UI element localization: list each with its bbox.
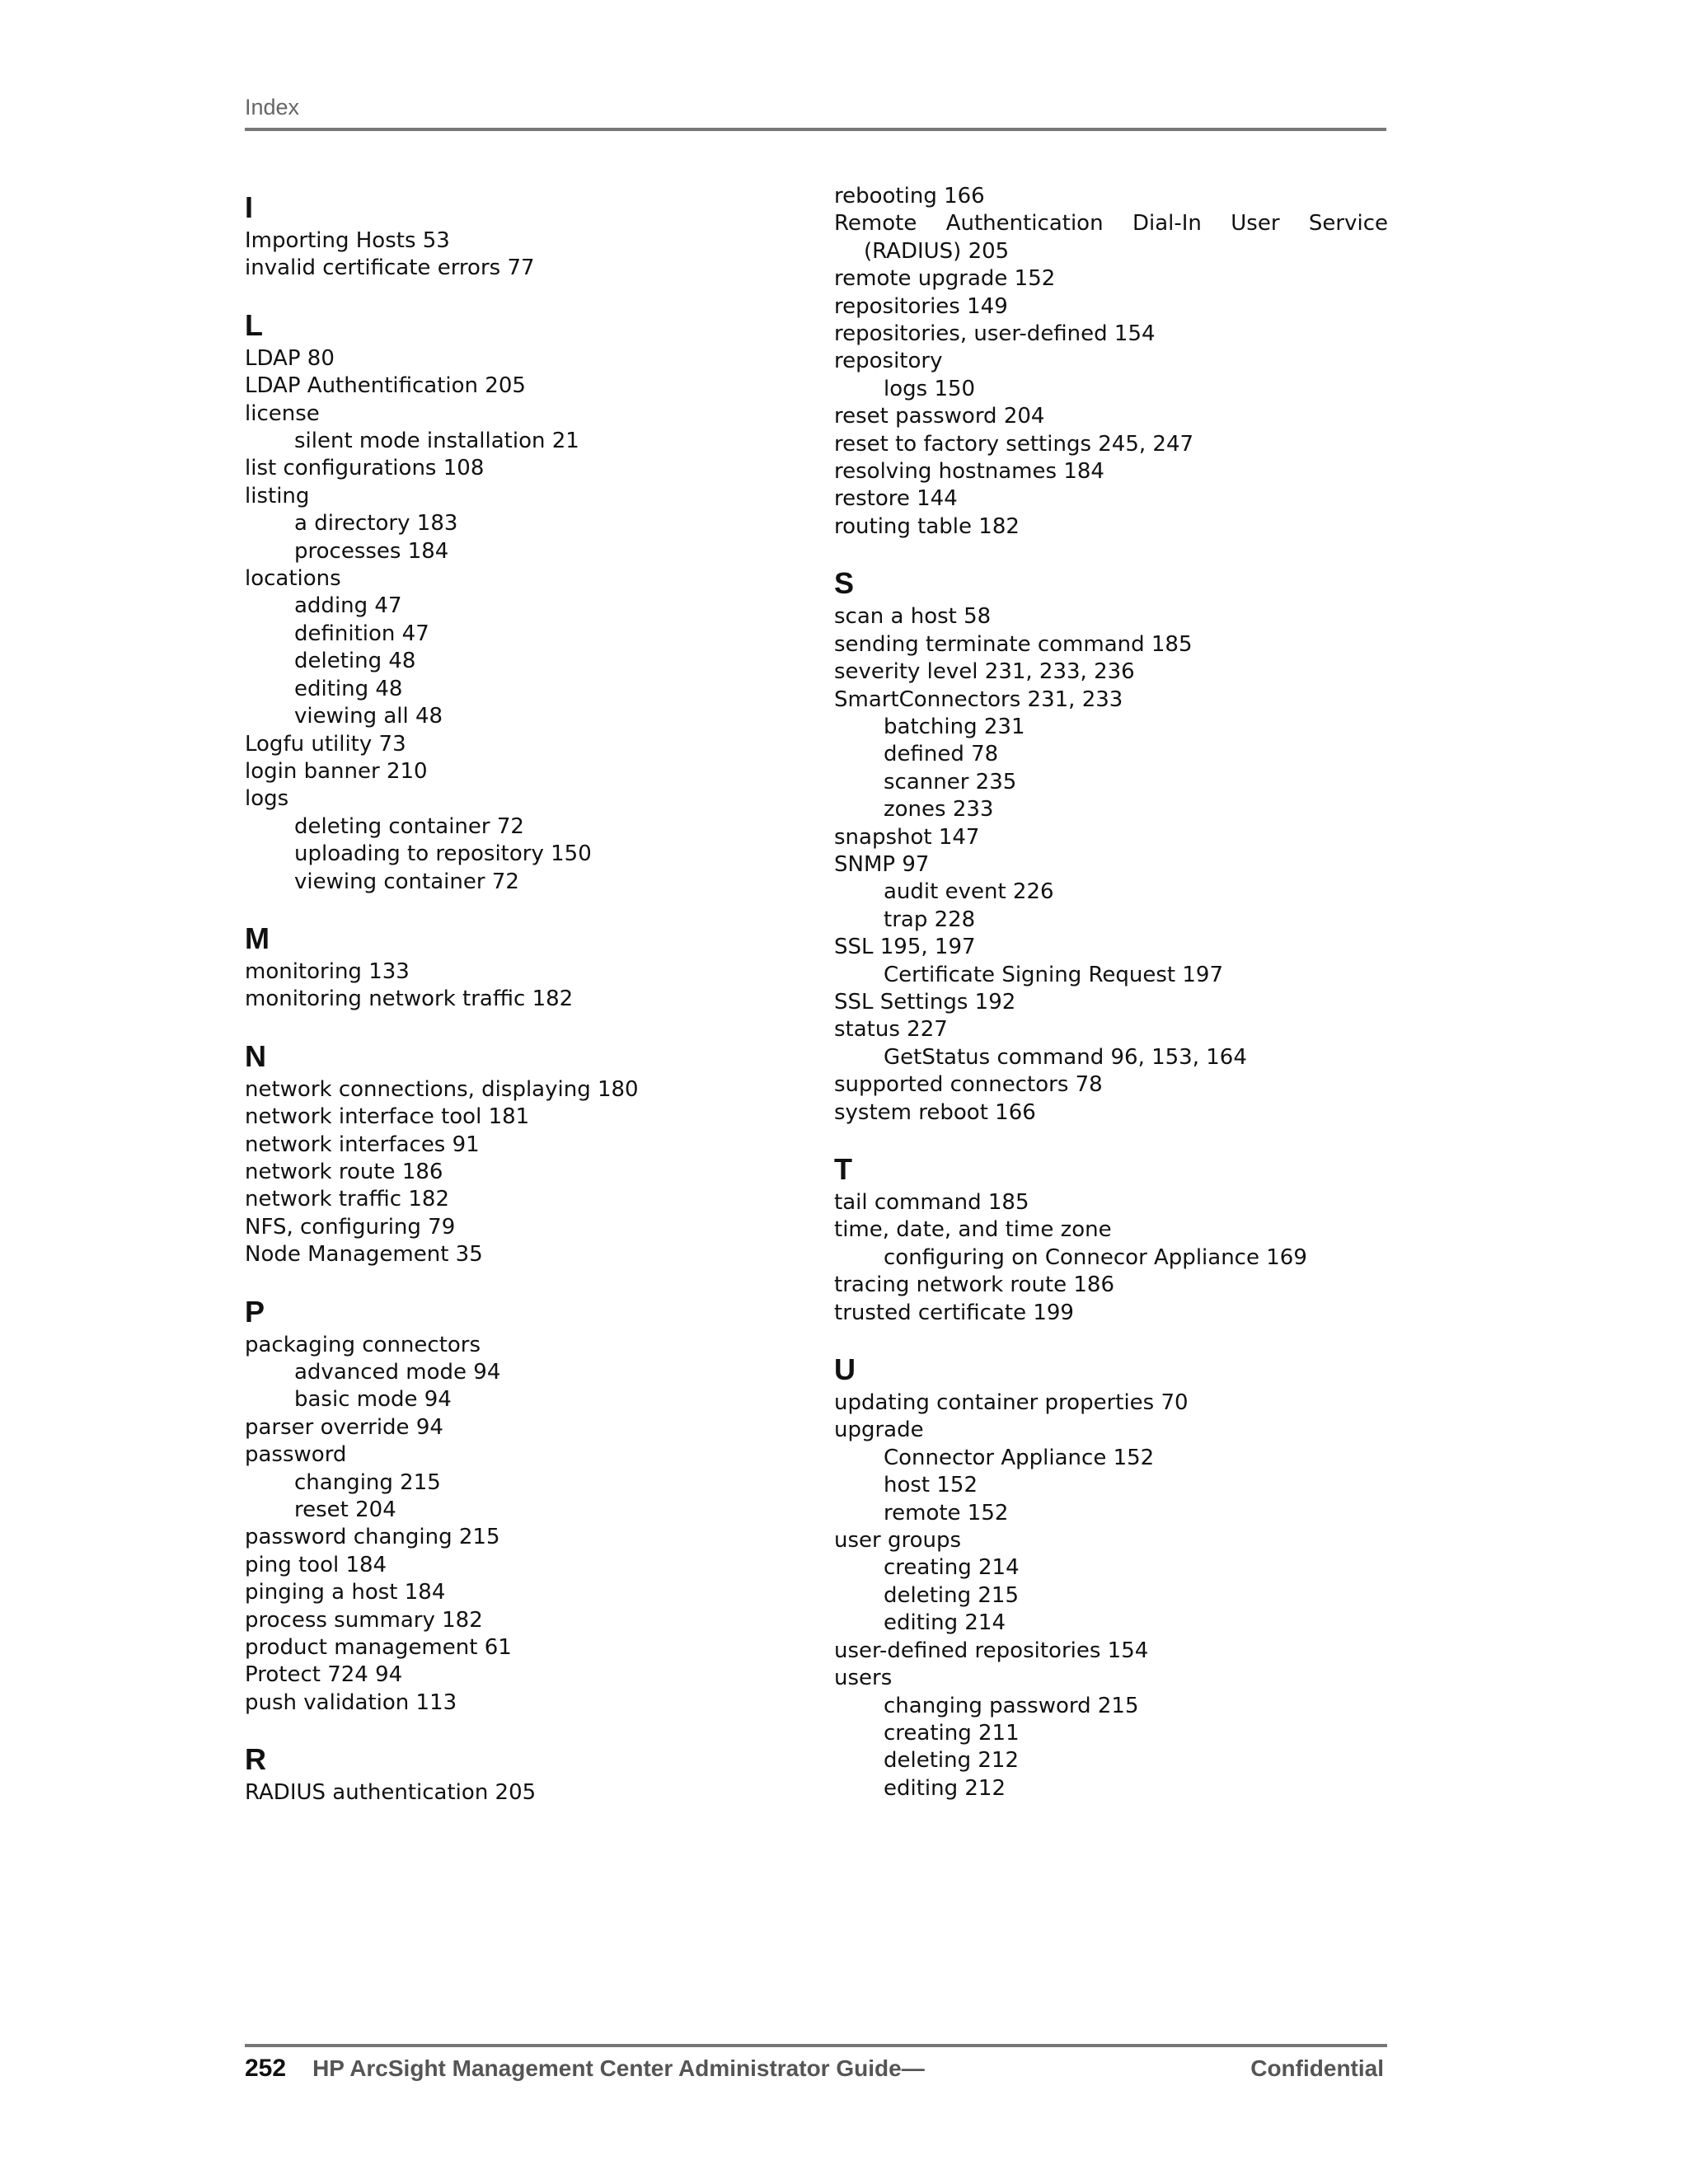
index-section	[245, 307, 805, 896]
index-entry: repositories 149	[834, 293, 1008, 319]
index-subentry: a directory 183	[294, 511, 458, 537]
page-header	[245, 91, 1386, 131]
index-entry: users	[834, 1666, 893, 1691]
index-entry: RADIUS authentication 205	[245, 1780, 537, 1806]
index-letter-heading: M	[245, 921, 270, 955]
index-section	[834, 1352, 1388, 1802]
index-column-right	[834, 183, 1388, 1827]
index-entry: license	[245, 401, 320, 426]
index-subentry: definition 47	[294, 621, 429, 646]
index-entry: repository	[834, 349, 943, 374]
index-entry: Remote Authentication Dial-In User Service (RADIUS) 205	[834, 211, 1388, 264]
index-entry: LDAP Authentification 205	[245, 373, 526, 399]
index-entry: monitoring network traffic 182	[245, 987, 574, 1012]
index-subentry: scanner 235	[884, 769, 1017, 794]
footer-rule	[245, 2044, 1387, 2047]
index-subentry: remote 152	[884, 1500, 1009, 1526]
index-subentry: host 152	[884, 1473, 978, 1498]
index-subentry: processes 184	[294, 538, 449, 564]
index-entry: ping tool 184	[245, 1552, 387, 1577]
index-entry: invalid certificate errors 77	[245, 255, 535, 281]
index-entry: parser override 94	[245, 1414, 443, 1440]
index-entry: remote upgrade 152	[834, 266, 1056, 292]
index-entry: login banner 210	[245, 758, 428, 784]
index-subentry: adding 47	[294, 593, 402, 619]
index-entry: time, date, and time zone	[834, 1217, 1112, 1243]
index-entry: Importing Hosts 53	[245, 228, 450, 253]
index-entry: Protect 724 94	[245, 1662, 403, 1688]
index-subentry: viewing container 72	[294, 869, 519, 894]
index-entry: Node Management 35	[245, 1242, 483, 1268]
index-entry: SSL Settings 192	[834, 989, 1016, 1015]
index-subentry: changing password 215	[884, 1693, 1139, 1718]
index-section	[245, 921, 805, 1014]
page-number: 252	[245, 2055, 287, 2082]
index-entry: repositories, user-defined 154	[834, 321, 1156, 347]
index-entry: password changing 215	[245, 1525, 500, 1550]
page-footer	[245, 2044, 1387, 2087]
index-entry: logs	[245, 786, 289, 812]
index-entry: SSL 195, 197	[834, 935, 976, 960]
index-subentry: creating 214	[884, 1555, 1020, 1581]
index-letter-heading: U	[834, 1352, 856, 1387]
index-letter-heading: I	[245, 190, 254, 224]
index-section	[834, 183, 1388, 541]
index-entry: resolving hostnames 184	[834, 459, 1104, 485]
index-entry: reset password 204	[834, 404, 1045, 429]
index-subentry: deleting 215	[884, 1582, 1020, 1608]
index-entry: SNMP 97	[834, 851, 930, 877]
index-subentry: editing 212	[884, 1775, 1006, 1801]
index-letter-heading: N	[245, 1038, 266, 1073]
index-subentry: logs 150	[884, 376, 976, 401]
index-entry: tail command 185	[834, 1190, 1029, 1215]
index-letter-heading: R	[245, 1742, 266, 1777]
index-entry: upgrade	[834, 1418, 924, 1443]
index-section	[834, 565, 1388, 1127]
index-entry: system reboot 166	[834, 1099, 1036, 1125]
index-entry: product management 61	[245, 1635, 512, 1661]
index-entry: monitoring 133	[245, 958, 410, 984]
index-letter-heading: S	[834, 566, 855, 601]
index-entry: Logfu utility 73	[245, 731, 406, 757]
index-entry: SmartConnectors 231, 233	[834, 687, 1123, 712]
index-entry: network route 186	[245, 1159, 443, 1184]
index-entry: push validation 113	[245, 1690, 457, 1715]
index-entry: tracing network route 186	[834, 1272, 1115, 1298]
index-column-left	[245, 183, 805, 1832]
index-section	[834, 1151, 1388, 1327]
index-entry: network connections, displaying 180	[245, 1076, 639, 1102]
index-subentry: deleting 212	[884, 1748, 1020, 1774]
index-entry: snapshot 147	[834, 824, 980, 850]
index-entry: list configurations 108	[245, 456, 485, 481]
index-subentry: creating 211	[884, 1720, 1020, 1746]
index-entry: reset to factory settings 245, 247	[834, 431, 1194, 457]
index-subentry: deleting 48	[294, 649, 416, 674]
running-header-title: Index	[245, 95, 300, 120]
index-subentry: editing 214	[884, 1610, 1006, 1636]
index-entry: process summary 182	[245, 1607, 483, 1633]
index-letter-heading: L	[245, 307, 263, 342]
index-entry: listing	[245, 483, 310, 509]
index-subentry: silent mode installation 21	[294, 429, 579, 454]
index-entry: user groups	[834, 1528, 962, 1554]
footer-row	[245, 2050, 1387, 2087]
index-subentry: reset 204	[294, 1497, 396, 1523]
index-entry: trusted certificate 199	[834, 1300, 1074, 1325]
index-letter-heading: P	[245, 1294, 265, 1329]
index-entry: pinging a host 184	[245, 1580, 446, 1605]
index-section	[245, 1294, 805, 1718]
index-subentry: deleting container 72	[294, 813, 524, 839]
index-entry: NFS, configuring 79	[245, 1214, 456, 1240]
index-entry: password	[245, 1442, 347, 1468]
index-subentry: advanced mode 94	[294, 1360, 501, 1385]
index-subentry: zones 233	[884, 797, 994, 823]
header-rule	[245, 128, 1386, 131]
index-entry: rebooting 166	[834, 184, 985, 209]
index-entry: routing table 182	[834, 513, 1020, 539]
index-entry: network interfaces 91	[245, 1132, 480, 1157]
index-subentry: GetStatus command 96, 153, 164	[884, 1044, 1247, 1070]
index-entry: scan a host 58	[834, 604, 992, 630]
index-letter-heading: T	[834, 1152, 852, 1186]
index-subentry: defined 78	[884, 742, 999, 767]
index-entry: updating container properties 70	[834, 1390, 1189, 1416]
index-entry: network traffic 182	[245, 1187, 449, 1212]
index-entry: locations	[245, 566, 341, 592]
index-subentry: Connector Appliance 152	[884, 1445, 1155, 1470]
index-entry: user-defined repositories 154	[834, 1638, 1149, 1663]
index-entry: severity level 231, 233, 236	[834, 659, 1135, 685]
index-subentry: audit event 226	[884, 879, 1054, 905]
index-subentry: viewing all 48	[294, 704, 443, 729]
index-entry: supported connectors 78	[834, 1072, 1103, 1098]
index-subentry: uploading to repository 150	[294, 841, 592, 867]
index-entry: restore 144	[834, 486, 958, 512]
classification-label: Confidential	[1250, 2055, 1384, 2081]
index-subentry: changing 215	[294, 1469, 441, 1495]
index-subentry: configuring on Connecor Appliance 169	[884, 1244, 1307, 1270]
index-section	[245, 1741, 805, 1807]
index-entry: status 227	[834, 1017, 948, 1043]
index-subentry: basic mode 94	[294, 1387, 452, 1413]
index-subentry: trap 228	[884, 907, 976, 932]
index-entry: sending terminate command 185	[834, 631, 1193, 657]
index-section	[245, 190, 805, 283]
index-subentry: Certificate Signing Request 197	[884, 962, 1224, 987]
index-subentry: batching 231	[884, 714, 1025, 739]
index-entry: packaging connectors	[245, 1332, 481, 1357]
index-entry: LDAP 80	[245, 345, 335, 371]
index-subentry: editing 48	[294, 676, 403, 701]
index-entry: network interface tool 181	[245, 1104, 530, 1130]
index-section	[245, 1038, 805, 1269]
guide-title: HP ArcSight Management Center Administrator Guide—	[312, 2055, 925, 2081]
